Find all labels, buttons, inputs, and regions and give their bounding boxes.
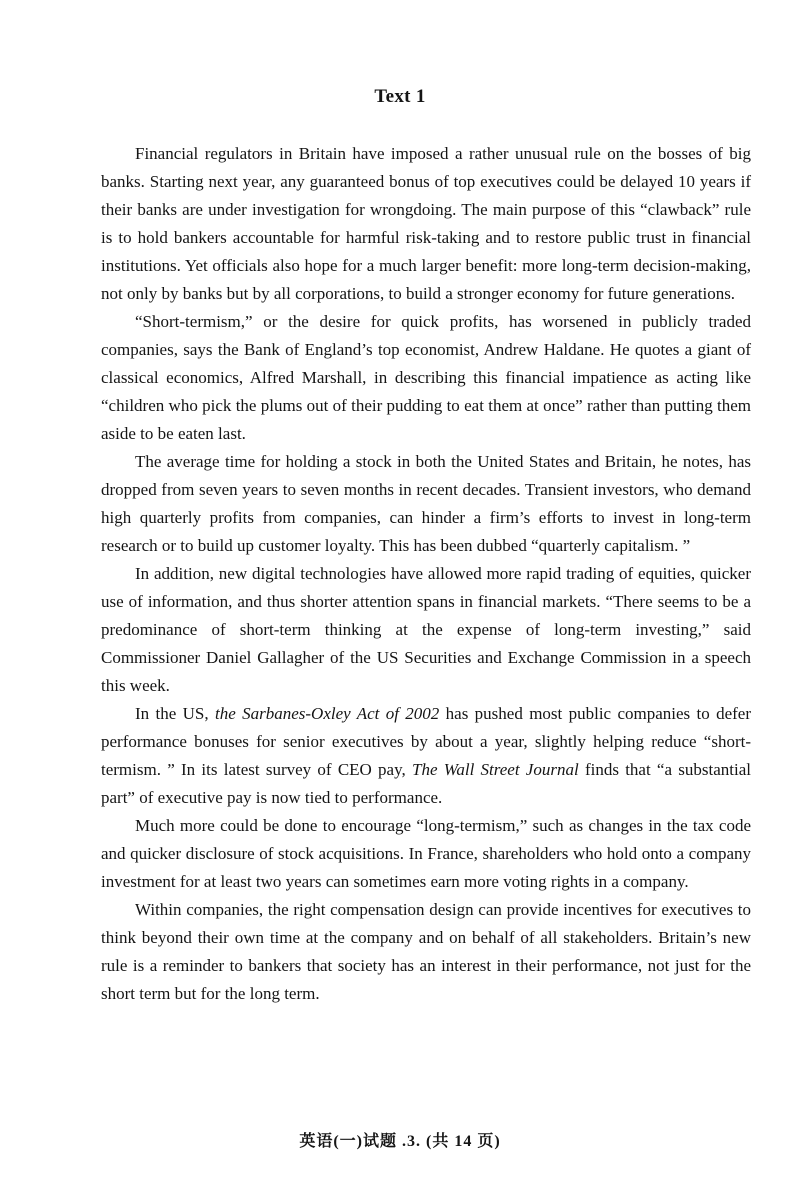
article-body bbox=[101, 140, 751, 1008]
paragraph bbox=[101, 140, 751, 308]
paragraph bbox=[101, 700, 751, 812]
paragraph bbox=[101, 812, 751, 896]
paragraph bbox=[101, 448, 751, 560]
paragraph-text: Financial regulators in Britain have imposed a rather unusual rule on the bosses of big banks. Starting next year, any guaranteed bonus of top executives could be delayed 10 years if their banks are under investigation for wrongdoing. The main purpose of this “clawback” rule is to hold bankers accountable for harmful risk-taking and to restore public trust in financial institutions. Yet officials also hope for a much larger benefit: more long-term decision-making, not only by banks but by all corporations, to build a stronger economy for future generations. bbox=[101, 144, 751, 303]
paragraph bbox=[101, 308, 751, 448]
paragraph bbox=[101, 560, 751, 700]
paragraph bbox=[101, 896, 751, 1008]
italic-title-text: The Wall Street Journal bbox=[412, 760, 579, 779]
page-footer: 英语(一)试题 .3. (共 14 页) bbox=[299, 1133, 501, 1150]
paragraph-text: Much more could be done to encourage “long-termism,” such as changes in the tax code and quicker disclosure of stock acquisitions. In France, shareholders who hold onto a company investment for at least two years can sometimes earn more voting rights in a company. bbox=[101, 816, 751, 891]
paragraph-text: finds that “a substantial part” of executive pay is now tied to performance. bbox=[101, 760, 751, 807]
paragraph-text: In addition, new digital technologies have allowed more rapid trading of equities, quicker use of information, and thus shorter attention spans in financial markets. “There seems to be a predominance of short-term thinking at the expense of long-term investing,” said Commissioner Daniel Gallagher of the US Securities and Exchange Commission in a speech this week. bbox=[101, 564, 751, 695]
paragraph-text: In the US, bbox=[135, 704, 215, 723]
paragraph-text: Within companies, the right compensation design can provide incentives for executives to think beyond their own time at the company and on behalf of all stakeholders. Britain’s new rule is a reminder to bankers that society has an interest in their performance, not just for the short term but for the long term. bbox=[101, 900, 751, 1003]
italic-title-text: the Sarbanes-Oxley Act of 2002 bbox=[214, 704, 440, 723]
paragraph-text: The average time for holding a stock in both the United States and Britain, he notes, has dropped from seven years to seven months in recent decades. Transient investors, who demand high quarterly profits from companies, can hinder a firm’s efforts to invest in long-term research or to build up customer loyalty. This has been dubbed “quarterly capitalism. ” bbox=[101, 452, 751, 555]
page-title: Text 1 bbox=[374, 86, 426, 107]
paragraph-text: “Short-termism,” or the desire for quick profits, has worsened in publicly traded companies, says the Bank of England’s top economist, Andrew Haldane. He quotes a giant of classical economics, Alfred Marshall, in describing this financial impatience as acting like “children who pick the plums out of their pudding to eat them at once” rather than putting them aside to be eaten last. bbox=[101, 312, 751, 443]
paragraph-text: has pushed most public companies to defer performance bonuses for senior executives by about a year, slightly helping reduce “short-termism. ” In its latest survey of CEO pay, bbox=[101, 704, 751, 779]
